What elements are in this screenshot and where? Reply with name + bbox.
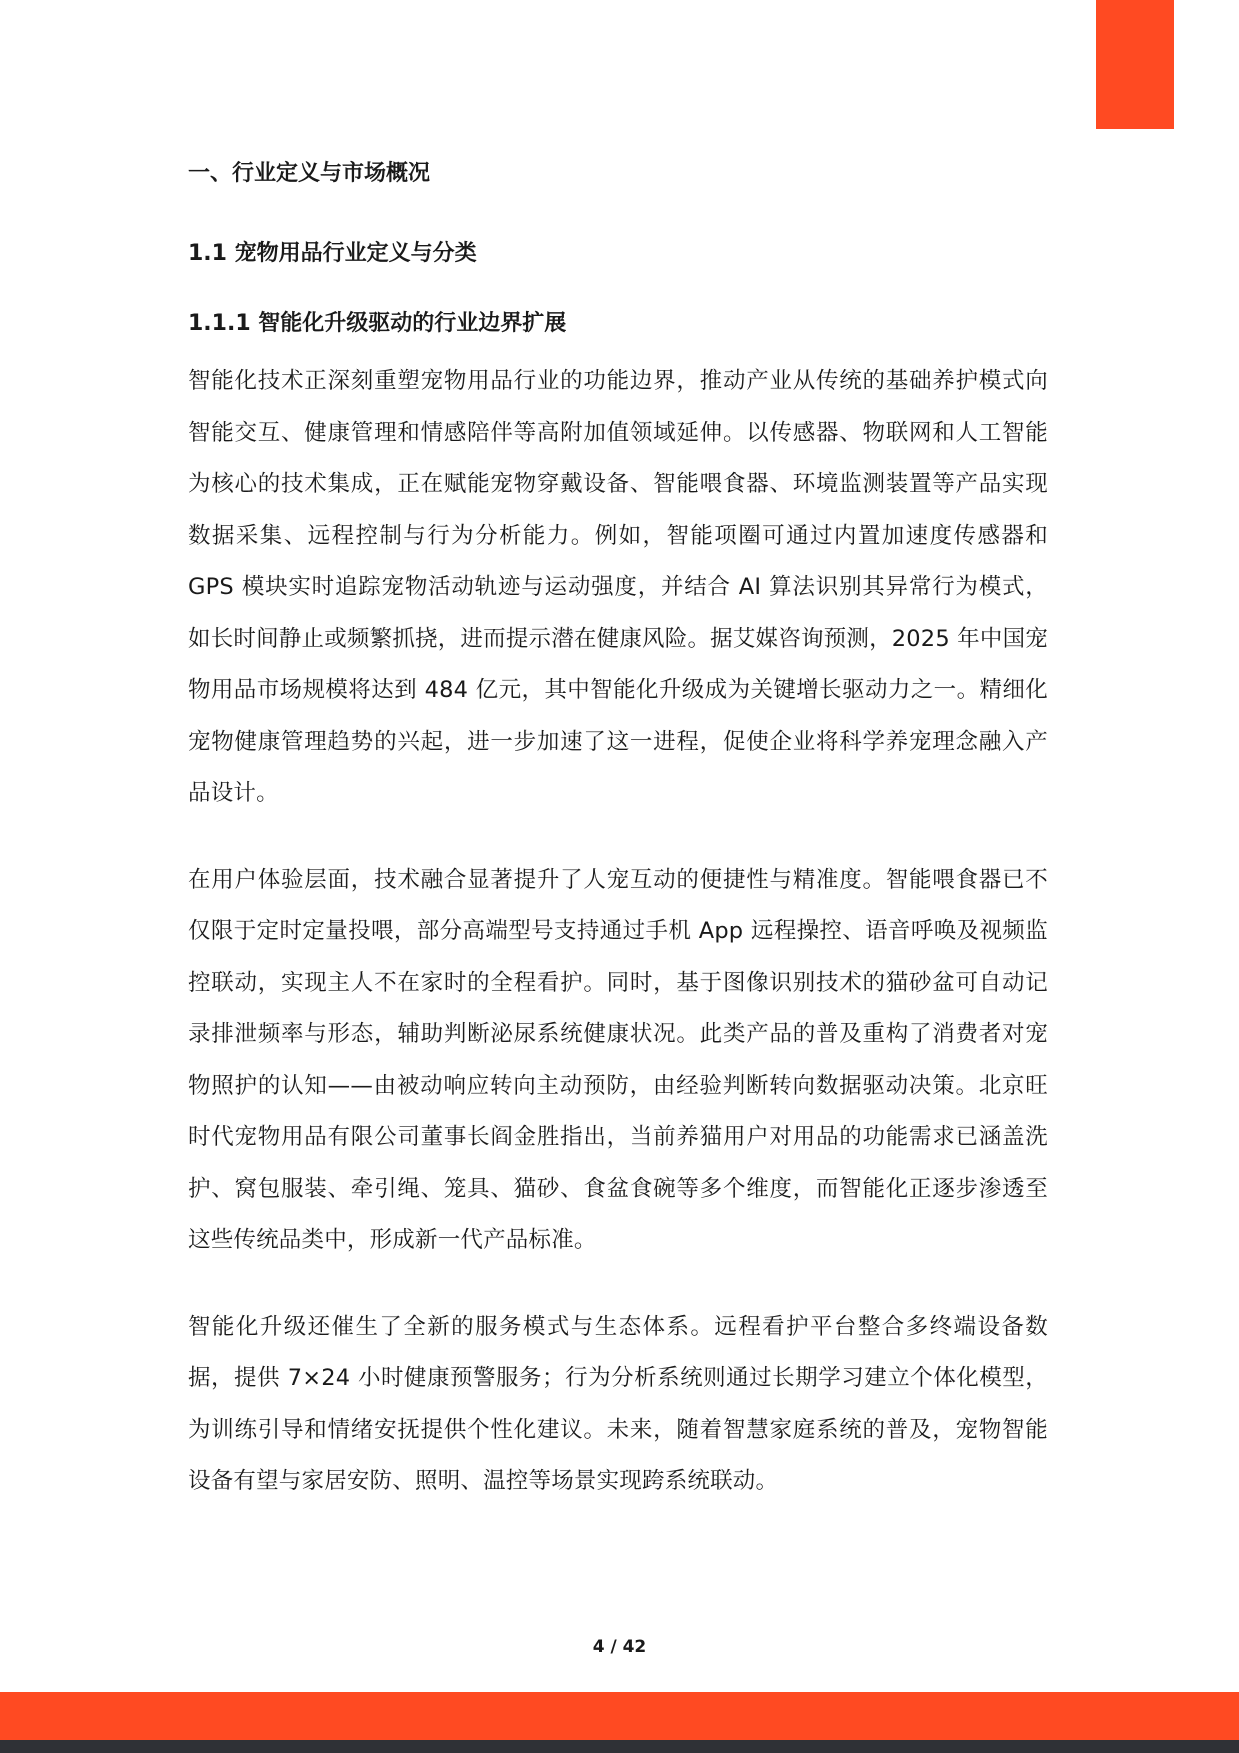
- document-body: [188, 158, 1048, 1508]
- corner-accent-tab: [1096, 0, 1174, 129]
- page-number: 4 / 42: [592, 1637, 647, 1657]
- paragraph-2: 在用户体验层面，技术融合显著提升了人宠互动的便捷性与精准度。智能喂食器已不仅限于定时定量投喂，部分高端型号支持通过手机 App 远程操控、语音呼唤及视频监控联动，实现主人不在家时的全程看护。同时，基于图像识别技术的猫砂盆可自动记录排泄频率与形态，辅助判断泌尿系统健康状况。此类产品的普及重构了消费者对宠物照护的认知——由被动响应转向主动预防，由经验判断转向数据驱动决策。北京旺时代宠物用品有限公司董事长阎金胜指出，当前养猫用户对用品的功能需求已涵盖洗护、窝包服装、牵引绳、笼具、猫砂、食盆食碗等多个维度，而智能化正逐步渗透至这些传统品类中，形成新一代产品标准。: [188, 866, 1048, 1253]
- footer-accent-bar: [0, 1692, 1239, 1740]
- subsubsection-heading: 1.1.1 智能化升级驱动的行业边界扩展: [188, 311, 567, 336]
- paragraph-3: 智能化升级还催生了全新的服务模式与生态体系。远程看护平台整合多终端设备数据，提供 7×24 小时健康预警服务；行为分析系统则通过长期学习建立个体化模型，为训练引导和情绪安抚提供个性化建议。未来，随着智慧家庭系统的普及，宠物智能设备有望与家居安防、照明、温控等场景实现跨系统联动。: [188, 1313, 1048, 1494]
- section-heading: 一、行业定义与市场概况: [188, 161, 431, 186]
- subsection-heading: 1.1 宠物用品行业定义与分类: [188, 241, 477, 266]
- footer-dark-strip: [0, 1740, 1239, 1753]
- paragraph-1: 智能化技术正深刻重塑宠物用品行业的功能边界，推动产业从传统的基础养护模式向智能交互、健康管理和情感陪伴等高附加值领域延伸。以传感器、物联网和人工智能为核心的技术集成，正在赋能宠物穿戴设备、智能喂食器、环境监测装置等产品实现数据采集、远程控制与行为分析能力。例如，智能项圈可通过内置加速度传感器和 GPS 模块实时追踪宠物活动轨迹与运动强度，并结合 AI 算法识别其异常行为模式，如长时间静止或频繁抓挠，进而提示潜在健康风险。据艾媒咨询预测，2025 年中国宠物用品市场规模将达到 484 亿元，其中智能化升级成为关键增长驱动力之一。精细化宠物健康管理趋势的兴起，进一步加速了这一进程，促使企业将科学养宠理念融入产品设计。: [188, 368, 1048, 806]
